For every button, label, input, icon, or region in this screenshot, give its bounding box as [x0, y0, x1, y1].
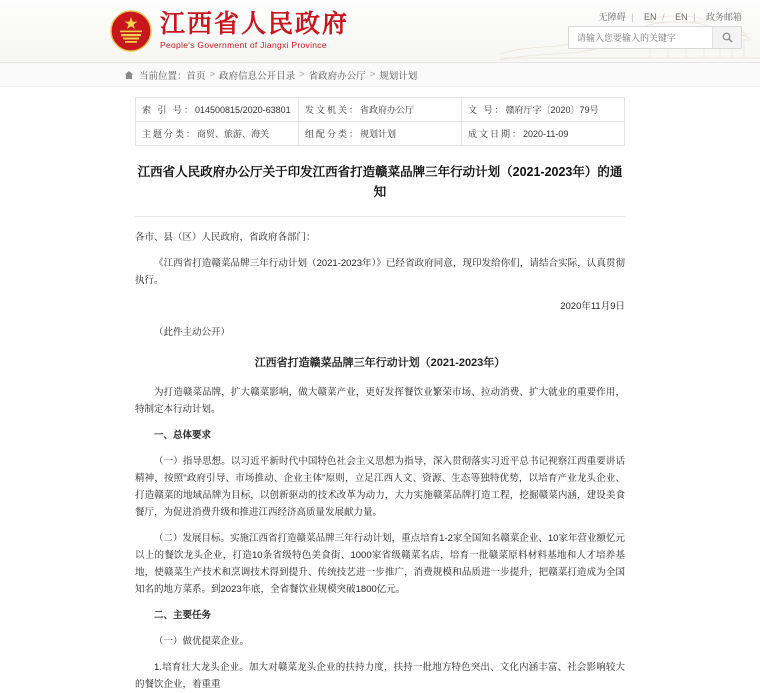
breadcrumb-item-home[interactable]: 首页 — [186, 70, 206, 82]
breadcrumb-label: 当前位置： — [139, 70, 187, 82]
doc-heading-section-2: 二、主要任务 — [154, 610, 212, 621]
breadcrumb — [0, 63, 760, 87]
meta-key-docnum: 文 号： — [468, 105, 506, 115]
table-row — [136, 98, 625, 122]
meta-cell-docnum — [462, 98, 625, 122]
doc-paragraph-guiding-thought: （一）指导思想。以习近平新时代中国特色社会主义思想为指导，深入贯彻落实习近平总书记视察江西重要讲话精神，按照"政府引导、市场推动、企业主体"原则，立足江西人文、资源、生态等独特优势，以培育产业龙头企业、打造赣菜的地域品牌为目标，以创新驱动的技术改革为动力，大力实施赣菜品牌打造工程，挖掘赣菜内涵，建设美食餐厅，为促进消费升级和推进江西经济高质量发展献力量。 — [135, 456, 625, 518]
home-icon[interactable] — [124, 70, 134, 80]
site-subtitle: People's Government of Jiangxi Province — [160, 40, 327, 50]
toplink-sep-3: | — [693, 12, 696, 22]
meta-value-docnum: 赣府厅字〔2020〕79号 — [505, 105, 599, 115]
toplink-sep-2: / — [662, 12, 665, 22]
meta-cell-issuer — [299, 98, 462, 122]
meta-key-issuer: 发文机关： — [305, 105, 361, 115]
doc-paragraph-task-1-1: 1.培育壮大龙头企业。加大对赣菜龙头企业的扶持力度，扶持一批地方特色突出、文化内涵丰富、社会影响较大的餐饮企业，着重重 — [135, 662, 625, 690]
meta-key-subject: 主题分类： — [142, 129, 198, 139]
breadcrumb-separator-1: > — [209, 69, 216, 80]
doc-paragraph-disclosure: （此件主动公开） — [154, 327, 231, 338]
doc-heading-section-1: 一、总体要求 — [154, 430, 212, 441]
meta-key-index: 索 引 号： — [142, 105, 196, 115]
search-icon — [722, 32, 733, 43]
site-header — [0, 0, 760, 63]
breadcrumb-item-catalog[interactable]: 政府信息公开目录 — [219, 70, 296, 82]
meta-value-category: 规划计划 — [360, 129, 397, 139]
meta-cell-subject — [136, 122, 299, 146]
breadcrumb-separator-3: > — [369, 69, 376, 80]
search-box[interactable] — [568, 26, 742, 49]
doc-paragraph-date: 2020年11月9日 — [560, 301, 625, 312]
doc-subtitle: 江西省打造赣菜品牌三年行动计划（2021-2023年） — [254, 357, 506, 369]
doc-paragraph-intro: 《江西省打造赣菜品牌三年行动计划（2021-2023年）》已经省政府同意，现印发给你们，请结合实际，认真贯彻执行。 — [135, 258, 625, 286]
meta-value-issuer: 省政府办公厅 — [360, 105, 415, 115]
meta-value-index: 014500815/2020-63801 — [195, 105, 291, 115]
top-link-en-1[interactable]: EN — [644, 12, 657, 22]
document-content — [0, 87, 760, 693]
doc-paragraph-purpose: 为打造赣菜品牌，扩大赣菜影响，做大赣菜产业，更好发挥餐饮业繁荣市场、拉动消费、扩大就业的重要作用，特制定本行动计划。 — [135, 387, 625, 415]
meta-value-date: 2020-11-09 — [523, 129, 569, 139]
meta-value-subject: 商贸、旅游、海关 — [197, 129, 270, 139]
toplink-sep-1: | — [631, 12, 634, 22]
meta-cell-index — [136, 98, 299, 122]
title-divider — [135, 216, 625, 217]
breadcrumb-item-office[interactable]: 省政府办公厅 — [308, 70, 366, 82]
meta-key-category: 组配分类： — [305, 129, 361, 139]
top-link-accessibility[interactable]: 无障碍 — [598, 12, 626, 22]
meta-key-date: 成文日期： — [468, 129, 524, 139]
meta-cell-category — [299, 122, 462, 146]
breadcrumb-item-plan[interactable]: 规划计划 — [379, 70, 418, 82]
search-input[interactable] — [575, 27, 709, 50]
top-links — [591, 10, 742, 23]
page-title: 江西省人民政府办公厅关于印发江西省打造赣菜品牌三年行动计划（2021-2023年）的通知 — [137, 165, 623, 199]
doc-paragraph-recipients: 各市、县（区）人民政府，省政府各部门： — [135, 232, 316, 243]
search-button[interactable] — [712, 27, 741, 48]
document-meta-table — [135, 97, 625, 146]
table-row — [136, 122, 625, 146]
meta-cell-date — [462, 122, 625, 146]
doc-paragraph-task-1: （一）做优提菜企业。 — [154, 636, 250, 647]
breadcrumb-separator-2: > — [299, 69, 305, 80]
top-link-mail[interactable]: 政务邮箱 — [705, 12, 742, 22]
top-link-en-2[interactable]: EN — [675, 12, 688, 22]
national-emblem-icon — [108, 8, 154, 54]
doc-paragraph-goals: （二）发展目标。实施江西省打造赣菜品牌三年行动计划，重点培育1-2家全国知名赣菜企业、10家年营业额忆元以上的餐饮龙头企业，打造10条省级特色美食街、1000家省级赣菜名店，培育一批赣菜原料材料基地和人才培养基地，使赣菜生产技术和烹调技术得到提升、传统技艺进一步推广，消费规模和品质进一步提升，把赣菜打造成为全国知名的地方菜系。到2023年底，全省餐饮业规模突破1800亿元。 — [135, 533, 625, 595]
site-title: 江西省人民政府 — [160, 10, 350, 38]
